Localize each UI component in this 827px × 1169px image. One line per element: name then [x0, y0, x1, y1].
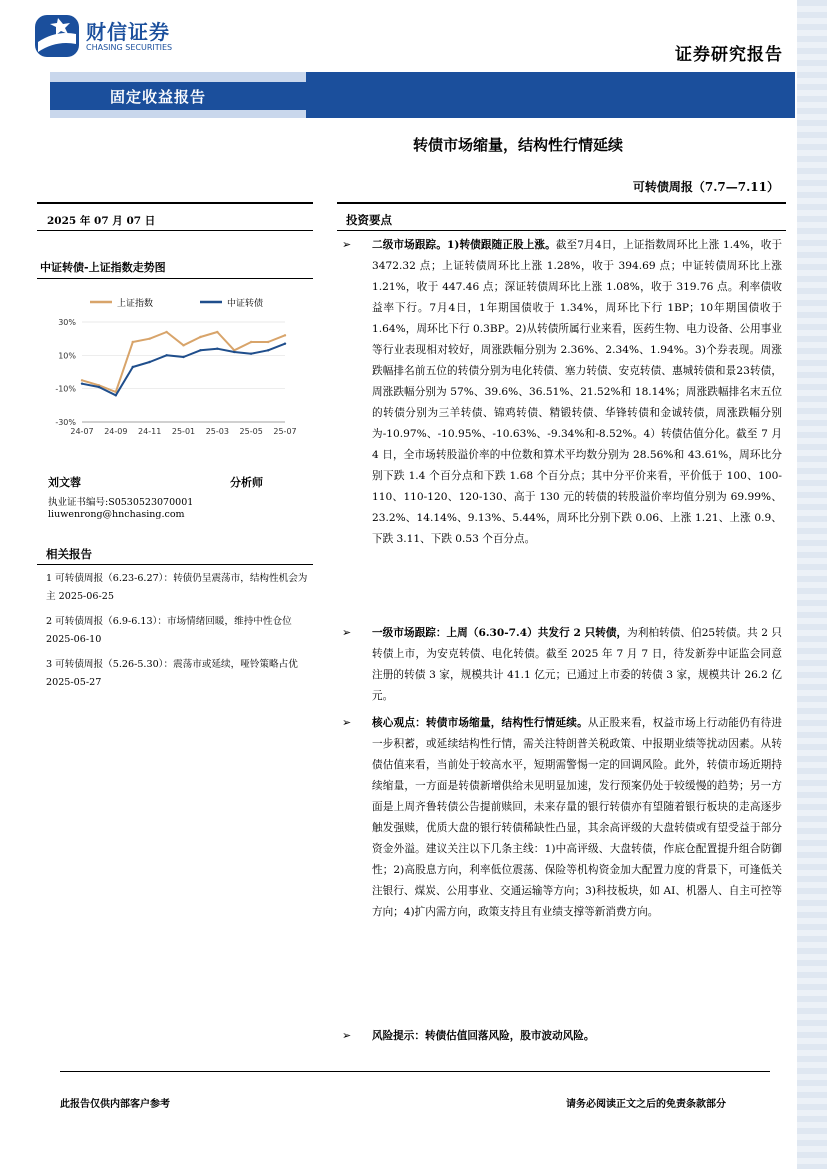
- divider-date: [37, 230, 313, 231]
- divider-points: [337, 230, 786, 231]
- analyst-name: 刘文蓉: [48, 476, 81, 489]
- y-tick-label: -10%: [55, 384, 76, 394]
- point-core-view: [372, 713, 782, 923]
- related-item[interactable]: 2 可转债周报（6.9-6.13）：市场情绪回暖，维持中性仓位 2025-06-10: [46, 616, 292, 645]
- bullet-arrow-icon: ➢: [342, 716, 352, 729]
- x-tick-label: 24-09: [104, 427, 128, 436]
- chart-heading: 中证转债-上证指数走势图: [40, 261, 166, 274]
- company-logo: [34, 14, 184, 58]
- analyst-email[interactable]: liuwenrong@hnchasing.com: [48, 509, 185, 520]
- related-heading: 相关报告: [46, 547, 92, 561]
- data-point: [115, 394, 117, 396]
- divider-related: [37, 564, 313, 565]
- data-point: [98, 386, 100, 388]
- x-tick-label: 25-07: [273, 427, 297, 436]
- data-point: [148, 337, 150, 339]
- data-point: [81, 382, 83, 384]
- series-line: [82, 344, 285, 396]
- data-point: [182, 356, 184, 358]
- data-point: [165, 354, 167, 356]
- y-tick-label: -30%: [55, 418, 76, 427]
- data-point: [199, 336, 201, 338]
- footer-right: 请务必阅读正文之后的免责条款部分: [566, 1099, 726, 1110]
- data-point: [132, 366, 134, 368]
- category-label: 固定收益报告: [110, 88, 207, 106]
- decorative-strip: [797, 0, 827, 1169]
- data-point: [132, 341, 134, 343]
- legend-label: 上证指数: [117, 299, 154, 309]
- footer-divider: [60, 1071, 770, 1072]
- trend-chart: [40, 290, 300, 440]
- point-body: 从正股来看，权益市场上行动能仍有待进一步积蓄，或延续结构性行情，需关注特朗普关税政策、中报期业绩等扰动因素。从转债估值来看，当前处于较高水平，短期需警惕一定的回调风险。此外，转债市场近期持续缩量，一方面是转债新增供给未见明显加速，发行预案仍处于较缓慢的趋势；另一方面是上周齐鲁转债公告提前赎回，未来存量的银行转债亦有望随着银行板块的走高逐步触发强赎，优质大盘的银行转债稀缺性凸显，其余高评级的大盘转债或有望受益于部分资金外溢。建议关注以下几条主线：1)中高评级、大盘转债，作底仓配置提升组合防御性；2)高股息方向，利率低位震荡、保险等机构资金加大配置力度的背景下，可逢低关注银行、煤炭、公用事业、交通运输等方向；3)科技板块，如 AI、机器人、自主可控等方向；4)扩内需方向，政策支持且有业绩支撑等新消费方向。: [372, 717, 783, 918]
- legend-label: 中证转债: [227, 299, 264, 309]
- divider-chart: [37, 278, 313, 279]
- bullet-arrow-icon: ➢: [342, 626, 352, 639]
- points-heading: 投资要点: [346, 213, 392, 227]
- x-tick-label: 24-11: [138, 427, 162, 436]
- bullet-arrow-icon: ➢: [342, 1029, 352, 1042]
- data-point: [216, 347, 218, 349]
- logo-en-text: CHASING SECURITIES: [86, 43, 173, 52]
- point-lead: 一级市场跟踪：上周（6.30-7.4）共发行 2 只转债，: [372, 627, 628, 639]
- related-item[interactable]: 3 可转债周报（5.26-5.30）：震荡市或延续，哑铃策略占优 2025-05-27: [46, 659, 298, 688]
- data-point: [182, 344, 184, 346]
- point-lead: 核心观点：转债市场缩量，结构性行情延续。: [372, 717, 588, 729]
- data-point: [165, 331, 167, 333]
- point-secondary-market: [372, 235, 782, 550]
- logo-emblem-icon: [34, 14, 80, 58]
- data-point: [199, 349, 201, 351]
- point-primary-market: [372, 623, 782, 707]
- divider-right: [337, 202, 786, 204]
- logo-cn-text: 财信证券: [86, 20, 170, 44]
- chart-legend: [90, 297, 263, 309]
- y-tick-label: 10%: [58, 351, 76, 361]
- data-point: [250, 352, 252, 354]
- doc-type: 证券研究报告: [675, 45, 783, 65]
- data-point: [250, 341, 252, 343]
- point-risk: [372, 1026, 782, 1047]
- data-point: [233, 351, 235, 353]
- series-line: [82, 332, 285, 392]
- report-subtitle: 可转债周报（7.7—7.11）: [632, 180, 779, 194]
- report-date: 2025 年 07 月 07 日: [47, 215, 156, 227]
- point-body: 截至7月4日，上证指数周环比上涨 1.4%，收于 3472.32 点；上证转债周环比上涨 1.28%，收于 394.69 点；中证转债周环比上涨 1.21%，收于 447.46 点；深证转债周环比上涨 1.08%，收于 319.76 点。利率债收益率下行。7月4日，1年期国债收于 1.34%，周环比下行 1BP；10年期国债收于 1.64%，周环比下行 0.3BP。2)从转债所属行业来看，医药生物、电力设备、公用事业等行业表现相对较好，周涨跌幅分别为 2.36%、2.34%、1.94%。3)个券表现。周涨跌幅排名前五位的转债分别为电化转债、塞力转债、安克转债、惠城转债和景23转债，周涨跌幅分别为 57%、39.6%、36.51%、21.52%和 18.14%；周涨跌幅排名末五位的转债分别为三羊转债、锦鸡转债、精锻转债、华锋转债和金诚转债，周涨跌幅分别为-10.97%、-10.95%、-10.63%、-9.34%和-8.52%。4）转债估值分化。截至 7 月 4 日，全市场转股溢价率的中位数和算术平均数分别为 28.56%和 43.61%，周环比分别下跌 1.4 个百分点和下跌 1.68 个百分点；其中分平价来看，平价低于 100、100-110、110-120、120-130、高于 130 元的转债的转股溢价率均值分别为 69.99%、23.2%、14.14%、9.13%、5.44%，周环比分别下跌 0.06、上涨 1.21、上涨 0.9、下跌 3.11、下跌 0.53 个百分点。: [372, 239, 782, 545]
- x-tick-label: 24-07: [70, 427, 94, 436]
- bullet-arrow-icon: ➢: [342, 238, 352, 251]
- report-title: 转债市场缩量，结构性行情延续: [413, 136, 624, 154]
- x-tick-label: 25-03: [205, 427, 229, 436]
- data-point: [284, 334, 286, 336]
- data-point: [216, 331, 218, 333]
- footer-left: 此报告仅供内部客户参考: [60, 1099, 170, 1110]
- related-item[interactable]: 1 可转债周报（6.23-6.27）：转债仍呈震荡市，结构性机会为主 2025-06-25: [46, 573, 308, 602]
- category-banner: [50, 72, 795, 118]
- point-lead: 风险提示：转债估值回落风险，股市波动风险。: [372, 1030, 595, 1042]
- point-body: 为利柏转债、伯25转债。共 2 只转债上市，为安克转债、电化转债。截至 2025 年 7 月 7 日，待发新券中证监会同意注册的转债 3 家，规模共计 41.1 亿元；已通过上市委的转债 3 家，规模共计 26.2 亿元。: [372, 627, 782, 702]
- y-tick-label: 30%: [58, 318, 76, 327]
- data-point: [284, 342, 286, 344]
- divider-left: [37, 202, 313, 204]
- data-point: [267, 341, 269, 343]
- x-tick-label: 25-05: [239, 427, 263, 436]
- analyst-license: 执业证书编号:S0530523070001: [48, 497, 194, 508]
- data-point: [81, 379, 83, 381]
- analyst-role: 分析师: [230, 476, 263, 489]
- data-point: [148, 361, 150, 363]
- x-tick-label: 25-01: [171, 427, 196, 436]
- banner-label-box: [50, 82, 306, 110]
- point-lead: 二级市场跟踪。1)转债跟随正股上涨。: [372, 239, 556, 251]
- data-point: [267, 349, 269, 351]
